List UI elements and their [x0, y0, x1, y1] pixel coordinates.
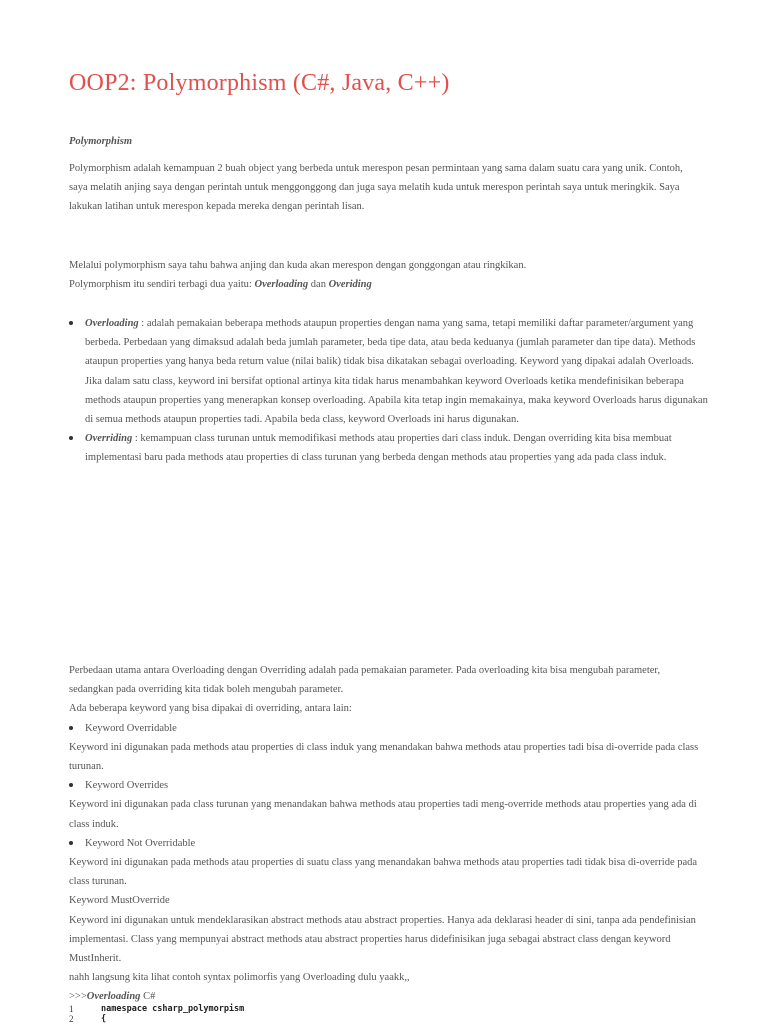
- code-text: {: [101, 1014, 107, 1024]
- definition-overloading: [69, 314, 709, 429]
- keywords-intro: Ada beberapa keyword yang bisa dipakai di overriding, antara lain:: [69, 703, 352, 715]
- term-overiding: Overiding: [328, 279, 372, 291]
- intro-paragraph-2: [69, 256, 699, 294]
- intro-paragraph: [69, 159, 699, 217]
- definition-text: : adalah pemakaian beberapa methods ataupun properties dengan nama yang sama, tetapi memiliki daftar parameter/argument yang berbeda. Perbedaan yang dimaksud adalah beda jumlah parameter, beda tipe data, atau beda keduanya (jumlah parameter dan tipe data). Methods ataupun properties yang hanya beda return value (nilai balik) tidak bisa dikatakan sebagai overloading. Keyword yang dipakai adalah Overloads. Jika dalam satu class, keyword ini bersifat optional artinya kita tidak harus menambahkan keyword Overloads ketika mendefinisikan beberapa methods ataupun properties yang menerapkan konsep overloading. Apabila kita tetap ingin memakainya, maka keyword Overloads harus digunakan di semua methods ataupun properties tadi. Apabila beda class, keyword Overloads ini harus digunakan.: [85, 318, 708, 426]
- example-header: >>>Overloading C#: [69, 991, 156, 1003]
- code-block: [69, 1004, 244, 1024]
- keyword-desc: Keyword ini digunakan pada class turunan yang menandakan bahwa methods atau properties tadi meng-override methods atau properties yang ada di class induk.: [69, 799, 697, 830]
- line-number: 1: [69, 1004, 74, 1014]
- code-line: [69, 1014, 244, 1024]
- code-text: namespace csharp_polymorpism: [101, 1004, 245, 1014]
- section-heading: Polymorphism: [69, 136, 133, 147]
- intro-text-2-line2: Polymorphism itu sendiri terbagi dua yaitu: Overloading dan Overiding: [69, 279, 372, 291]
- keyword-name: Keyword Overridable: [69, 719, 699, 738]
- intro-text: Polymorphism adalah kemampuan 2 buah object yang berbeda untuk merespon pesan permintaan yang sama dalam suatu cara yang unik. Contoh, saya melatih anjing saya dengan perintah untuk menggonggong dan juga saya melatih kuda untuk merespon perintah saya untuk meringkik. Saya lakukan latihan untuk merespon kepada mereka dengan perintah lisan.: [69, 163, 683, 213]
- definition-term: Overloading: [85, 318, 139, 329]
- lead-in-text: nahh langsung kita lihat contoh syntax polimorfis yang Overloading dulu yaakk,,: [69, 972, 410, 984]
- intro-text-2-line1: Melalui polymorphism saya tahu bahwa anjing dan kuda akan merespon dengan gonggongan atau ringkikan.: [69, 260, 527, 271]
- term-overloading: Overloading: [254, 279, 309, 291]
- definition-overriding: [69, 429, 709, 467]
- keyword-name: Keyword Not Overridable: [69, 834, 699, 853]
- difference-text: Perbedaan utama antara Overloading dengan Overriding adalah pada pemakaian parameter. Pada overloading kita bisa mengubah parameter, sedangkan pada overriding kita tidak boleh mengubah parameter.: [69, 665, 661, 696]
- page-title: OOP2: Polymorphism (C#, Java, C++): [69, 70, 450, 96]
- difference-section: [69, 661, 699, 1007]
- keyword-name: Keyword Overrides: [69, 776, 699, 795]
- definition-text: : kemampuan class turunan untuk memodifikasi methods atau properties dari class induk. Dengan overriding kita bisa membuat implementasi baru pada methods atau properties di class turunan yang berbeda dengan methods atau properties yang ada pada class induk.: [85, 433, 672, 464]
- keyword-desc: Keyword ini digunakan pada methods atau properties di suatu class yang menandakan bahwa methods atau properties tadi tidak bisa di-override pada class turunan.: [69, 857, 698, 888]
- keyword-desc: Keyword ini digunakan pada methods atau properties di class induk yang menandakan bahwa methods atau properties tadi bisa di-override pada class turunan.: [69, 741, 699, 773]
- definition-term: Overriding: [85, 433, 133, 445]
- line-number: 2: [69, 1014, 74, 1024]
- keyword-desc: Keyword ini digunakan untuk mendeklarasikan abstract methods atau abstract properties. Hanya ada deklarasi header di sini, tanpa ada pendefinisian implementasi. Class yang mempunyai abstract methods atau abstract properties harus didefinisikan juga sebagai abstract class dengan keyword MustInherit.: [69, 914, 696, 965]
- definitions-list: [69, 314, 709, 468]
- code-line: [69, 1004, 244, 1014]
- keyword-name: Keyword MustOverride: [69, 895, 170, 907]
